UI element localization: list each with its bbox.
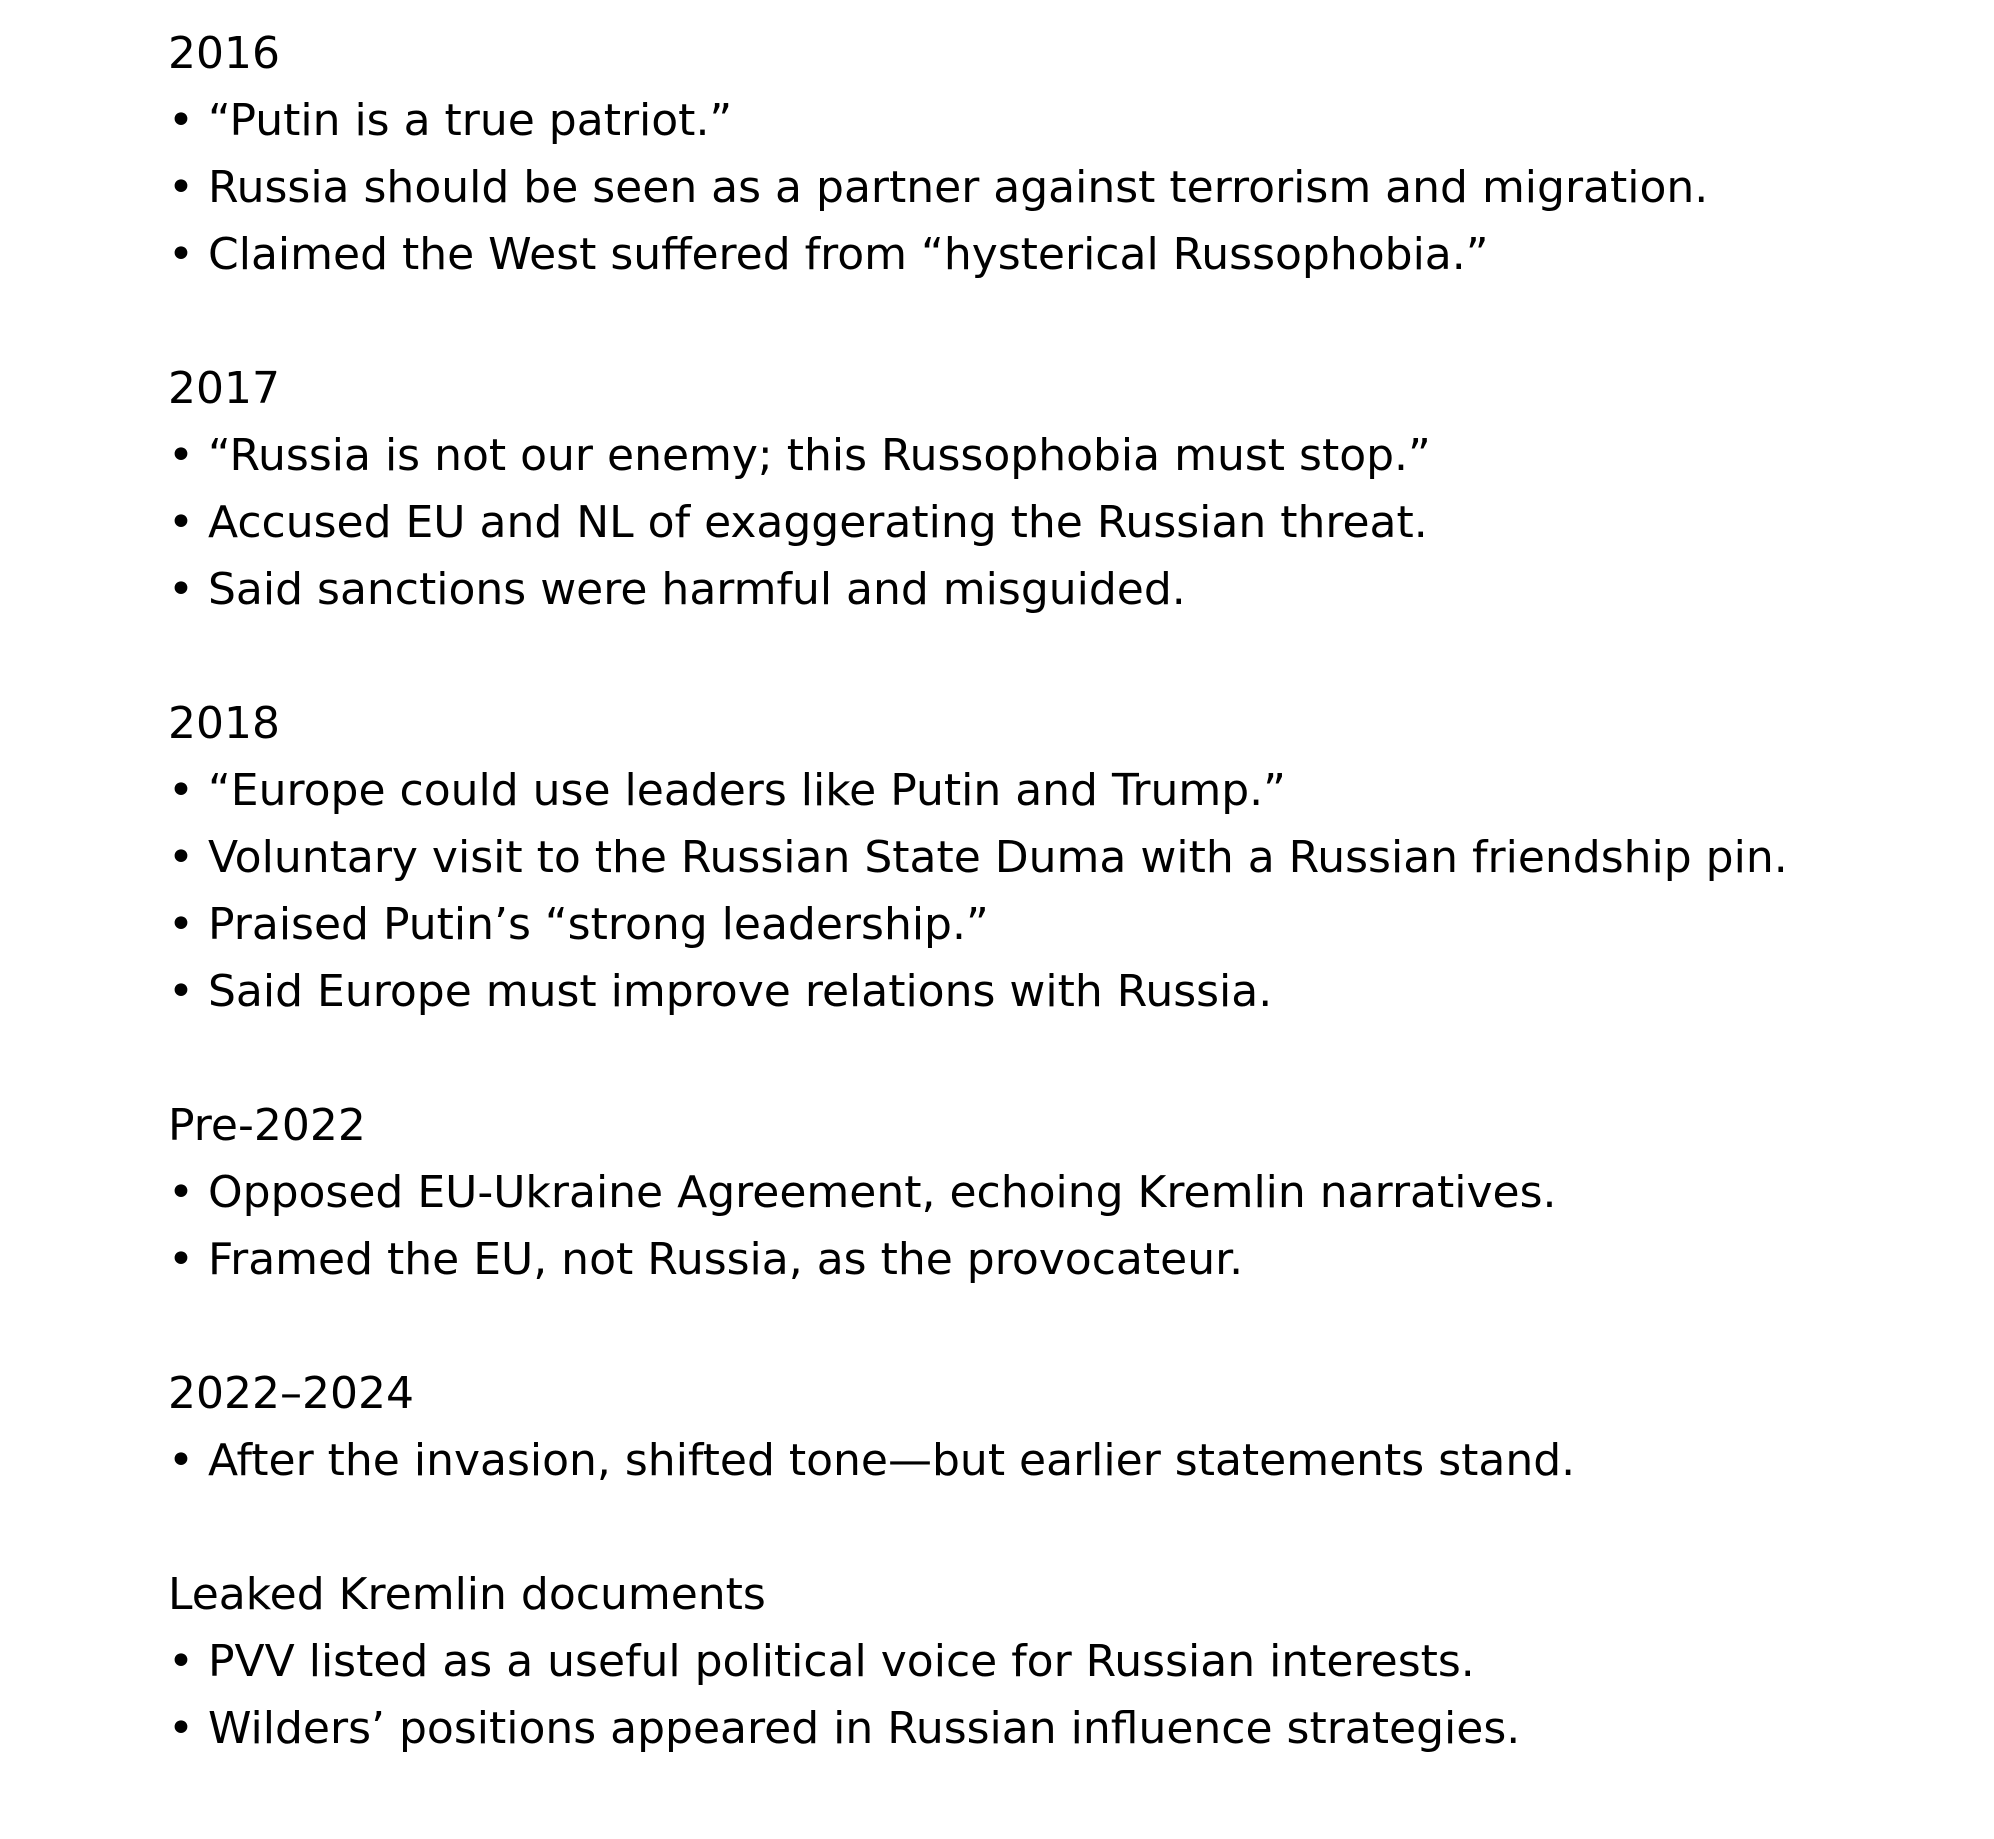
- list-item: [168, 422, 1968, 489]
- bullet-icon: •: [168, 832, 194, 883]
- section-heading: Leaked Kremlin documents: [168, 1569, 766, 1620]
- list-item-text: Praised Putin’s “strong leadership.”: [208, 899, 989, 950]
- section-2018: [168, 690, 1968, 1025]
- list-item-text: Russia should be seen as a partner against terrorism and migration.: [208, 162, 1709, 213]
- section-2017: [168, 355, 1968, 623]
- list-item-text: Wilders’ positions appeared in Russian influence strategies.: [208, 1703, 1521, 1754]
- bullet-icon: •: [168, 95, 194, 146]
- list-item-text: Voluntary visit to the Russian State Duma with a Russian friendship pin.: [208, 832, 1788, 883]
- list-item-text: After the invasion, shifted tone—but earlier statements stand.: [208, 1435, 1576, 1486]
- list-item: [168, 556, 1968, 623]
- list-item-text: Said Europe must improve relations with Russia.: [208, 966, 1273, 1017]
- list-item-text: Said sanctions were harmful and misguided.: [208, 564, 1186, 615]
- section-heading: 2022–2024: [168, 1368, 414, 1419]
- list-item: [168, 891, 1968, 958]
- list-item: [168, 1427, 1968, 1494]
- list-item: [168, 154, 1968, 221]
- bullet-icon: •: [168, 1167, 194, 1218]
- section-heading: 2018: [168, 698, 280, 749]
- list-item: [168, 824, 1968, 891]
- bullet-icon: •: [168, 430, 194, 481]
- bullet-icon: •: [168, 1703, 194, 1754]
- list-item: [168, 958, 1968, 1025]
- list-item-text: Opposed EU-Ukraine Agreement, echoing Kremlin narratives.: [208, 1167, 1557, 1218]
- bullet-icon: •: [168, 497, 194, 548]
- list-item: [168, 489, 1968, 556]
- document-body: [168, 20, 1968, 1829]
- list-item: [168, 1159, 1968, 1226]
- bullet-icon: •: [168, 229, 194, 280]
- list-item: [168, 87, 1968, 154]
- list-item-text: PVV listed as a useful political voice for Russian interests.: [208, 1636, 1475, 1687]
- list-item: [168, 221, 1968, 288]
- bullet-icon: •: [168, 899, 194, 950]
- bullet-icon: •: [168, 564, 194, 615]
- list-item: [168, 757, 1968, 824]
- list-item-text: Accused EU and NL of exaggerating the Russian threat.: [208, 497, 1428, 548]
- section-heading: Pre-2022: [168, 1100, 366, 1151]
- list-item: [168, 1226, 1968, 1293]
- section-pre-2022: [168, 1092, 1968, 1293]
- section-leaked-kremlin-documents: [168, 1561, 1968, 1762]
- list-item-text: Claimed the West suffered from “hysterical Russophobia.”: [208, 229, 1489, 280]
- list-item-text: “Russia is not our enemy; this Russophobia must stop.”: [208, 430, 1431, 481]
- bullet-icon: •: [168, 162, 194, 213]
- section-heading: 2016: [168, 28, 280, 79]
- bullet-icon: •: [168, 765, 194, 816]
- bullet-icon: •: [168, 966, 194, 1017]
- bullet-icon: •: [168, 1435, 194, 1486]
- list-item-text: Framed the EU, not Russia, as the provocateur.: [208, 1234, 1244, 1285]
- list-item-text: “Europe could use leaders like Putin and Trump.”: [208, 765, 1286, 816]
- section-heading: 2017: [168, 363, 280, 414]
- list-item: [168, 1628, 1968, 1695]
- bullet-icon: •: [168, 1234, 194, 1285]
- list-item-text: “Putin is a true patriot.”: [208, 95, 733, 146]
- section-2016: [168, 20, 1968, 288]
- list-item: [168, 1695, 1968, 1762]
- bullet-icon: •: [168, 1636, 194, 1687]
- section-2022-2024: [168, 1360, 1968, 1494]
